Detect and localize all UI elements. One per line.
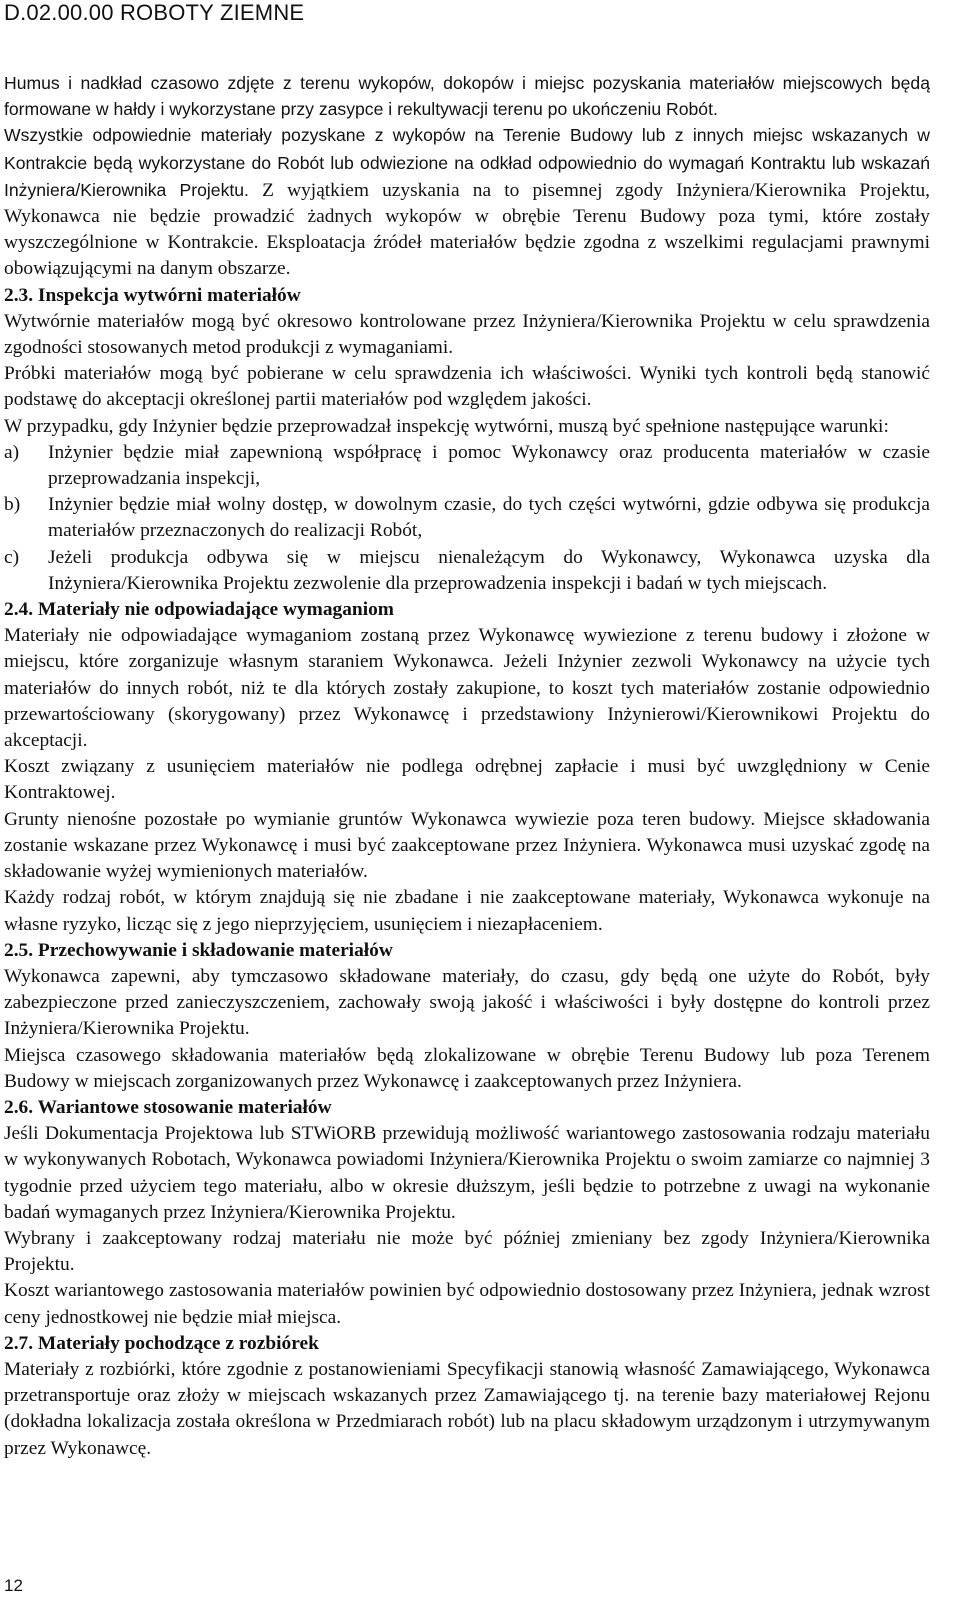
intro-paragraph-2-serif: Z wyjątkiem uzyskania na to pisemnej zgody Inżyniera/Kierownika Projektu, Wykonawca nie będzie prowadzić żadnych wykopów w obrębie Terenu Budowy poza tymi, które zostały wyszczególnione w Kontrakcie. Eksploatacja źródeł materiałów będzie zgodna z wszelkimi regulacjami prawnymi obowiązującymi na danym obszarze. xyxy=(4,179,930,280)
s26-paragraph-2: Wybrany i zaakceptowany rodzaj materiału nie może być później zmieniany bez zgody Inżyniera/Kierownika Projektu. xyxy=(4,1227,930,1276)
section-heading-2-6: 2.6. Wariantowe stosowanie materiałów xyxy=(4,1096,332,1118)
s27-paragraph-1: Materiały z rozbiórki, które zgodnie z postanowieniami Specyfikacji stanowią własność Zamawiającego, Wykonawca przetransportuje oraz złoży w miejscach wskazanych przez Zamawiającego tj. na terenie bazy materiałowej Rejonu (dokładna lokalizacja została określona w Przedmiarach robót) lub na placu składowym urządzonym i utrzymywanym przez Wykonawcę. xyxy=(4,1358,930,1459)
list-item xyxy=(4,440,930,492)
section-heading-2-4: 2.4. Materiały nie odpowiadające wymaganiom xyxy=(4,599,394,621)
list-marker: c) xyxy=(4,546,20,568)
s26-paragraph-1: Jeśli Dokumentacja Projektowa lub STWiORB przewidują możliwość wariantowego zastosowania rodzaju materiału w wykonywanych Robotach, Wykonawca powiadomi Inżyniera/Kierownika Projektu o swoim zamiarze co najmniej 3 tygodnie przed użyciem tego materiału, albo w okresie dłuższym, jeśli będzie to potrzebne z uwagi na wykonanie badań wymaganych przez Inżyniera/Kierownika Projektu. xyxy=(4,1123,930,1223)
s26-paragraph-3: Koszt wariantowego zastosowania materiałów powinien być odpowiednio dostosowany przez Inżyniera, jednak wzrost ceny jednostkowej nie będzie miał miejsca. xyxy=(4,1280,930,1328)
list-item xyxy=(4,492,930,544)
list-item-text: Jeżeli produkcja odbywa się w miejscu nienależącym do Wykonawcy, Wykonawca uzyska dla Inżyniera/Kierownika Projektu zezwolenie dla przeprowadzenia inspekcji i badań w tych miejscach. xyxy=(48,546,930,594)
s23-paragraph-2: Próbki materiałów mogą być pobierane w celu sprawdzenia ich właściwości. Wyniki tych kontroli będą stanowić podstawę do akceptacji określonej partii materiałów pod względem jakości. xyxy=(4,363,930,411)
list-item xyxy=(4,545,930,597)
s23-paragraph-3: W przypadku, gdy Inżynier będzie przeprowadzał inspekcję wytwórni, muszą być spełnione następujące warunki: xyxy=(4,415,889,437)
s23-paragraph-1: Wytwórnie materiałów mogą być okresowo kontrolowane przez Inżyniera/Kierownika Projektu w celu sprawdzenia zgodności stosowanych metod produkcji z wymaganiami. xyxy=(4,310,930,359)
intro-paragraph-2-sans: Wszystkie odpowiednie materiały pozyskane z wykopów na Terenie Budowy lub z innych miejsc wskazanych w Kontrakcie będą wykorzystane do Robót lub odwiezione na odkład odpowiednio do wymagań Kontraktu lub wskazań Inżyniera/Kierownika Projektu. xyxy=(4,125,930,200)
intro-paragraph-2 xyxy=(4,122,930,282)
section-heading-2-5: 2.5. Przechowywanie i składowanie materiałów xyxy=(4,939,393,961)
list-marker: b) xyxy=(4,494,21,516)
s24-paragraph-1: Materiały nie odpowiadające wymaganiom zostaną przez Wykonawcę wywiezione z terenu budowy i złożone w miejscu, które zorganizuje własnym staraniem Wykonawca. Jeżeli Inżynier zezwoli Wykonawcy na użycie tych materiałów do innych robót, niż te dla których zostały zakupione, to koszt tych materiałów zostanie odpowiednio przewartościowany (skorygowany) przez Wykonawcę i przedstawiony Inżynierowi/Kierownikowi Projektu do akceptacji. xyxy=(4,625,930,752)
s24-paragraph-2: Koszt związany z usunięciem materiałów nie podlega odrębnej zapłacie i musi być uwzględniony w Cenie Kontraktowej. xyxy=(4,756,930,804)
list-marker: a) xyxy=(4,441,20,463)
section-heading-2-7: 2.7. Materiały pochodzące z rozbiórek xyxy=(4,1332,319,1354)
section-heading-2-3: 2.3. Inspekcja wytwórni materiałów xyxy=(4,284,301,306)
s25-paragraph-2: Miejsca czasowego składowania materiałów będą zlokalizowane w obrębie Terenu Budowy lub poza Terenem Budowy w miejscach zorganizowanych przez Wykonawcę i zaakceptowanych przez Inżyniera. xyxy=(4,1044,930,1092)
document-header: D.02.00.00 ROBOTY ZIEMNE xyxy=(4,0,305,25)
intro-paragraph-1: Humus i nadkład czasowo zdjęte z terenu wykopów, dokopów i miejsc pozyskania materiałów miejscowych będą formowane w hałdy i wykorzystane przy zasypce i rekultywacji terenu po ukończeniu Robót. xyxy=(4,73,930,120)
s25-paragraph-1: Wykonawca zapewni, aby tymczasowo składowane materiały, do czasu, gdy będą one użyte do Robót, były zabezpieczone przed zanieczyszczeniem, zachowały swoją jakość i właściwości i były dostępne do kontroli przez Inżyniera/Kierownika Projektu. xyxy=(4,965,930,1040)
document-body xyxy=(4,70,930,1462)
list-item-text: Inżynier będzie miał wolny dostęp, w dowolnym czasie, do tych części wytwórni, gdzie odbywa się produkcja materiałów przeznaczonych do realizacji Robót, xyxy=(48,494,930,542)
list-item-text: Inżynier będzie miał zapewnioną współpracę i pomoc Wykonawcy oraz producenta materiałów w czasie przeprowadzania inspekcji, xyxy=(48,441,930,490)
s24-paragraph-4: Każdy rodzaj robót, w którym znajdują się nie zbadane i nie zaakceptowane materiały, Wykonawca wykonuje na własne ryzyko, licząc się z jego nieprzyjęciem, usunięciem i niezapłaceniem. xyxy=(4,887,930,935)
s24-paragraph-3: Grunty nienośne pozostałe po wymianie gruntów Wykonawca wywiezie poza teren budowy. Miejsce składowania zostanie wskazane przez Wykonawcę i musi być zaakceptowane przez Inżyniera. Wykonawca musi uzyskać zgodę na składowanie wyżej wymienionych materiałów. xyxy=(4,808,930,883)
page-number: 12 xyxy=(4,1576,23,1595)
